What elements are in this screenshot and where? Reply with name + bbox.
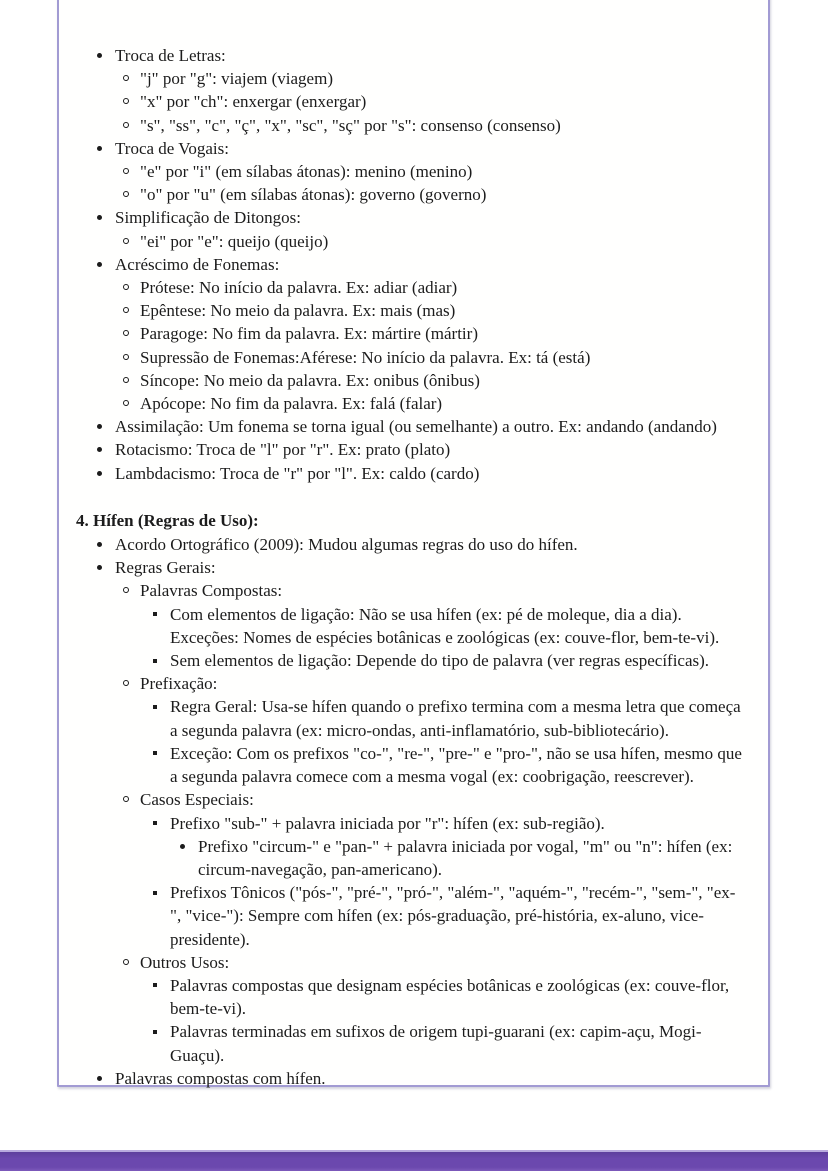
list-item-text: Apócope: No fim da palavra. Ex: falá (falar): [140, 394, 443, 414]
list-item-text: Assimilação: Um fonema se torna igual (ou semelhante) a outro. Ex: andando (andando): [115, 417, 717, 437]
list-item-text: Prefixo "circum-" e "pan-" + palavra iniciada por vogal, "m" ou "n": hífen (ex: circum-navegação, pan-americano).: [198, 836, 733, 879]
bullet-circle-icon: [123, 330, 129, 336]
list-item: [76, 951, 742, 974]
list-item: [76, 276, 742, 299]
bullet-disc-icon: [97, 542, 102, 547]
bullet-circle-icon: [123, 959, 129, 965]
list-item: [76, 206, 742, 229]
bullet-disc-icon: [97, 471, 102, 476]
bullet-disc-icon: [97, 262, 102, 267]
bullet-circle-icon: [123, 168, 129, 174]
list-item-text: Paragoge: No fim da palavra. Ex: mártire (mártir): [140, 324, 478, 344]
list-item-text: Troca de Vogais:: [115, 138, 229, 158]
notes-card: [57, 0, 770, 1087]
list-item-text: Outros Usos:: [140, 952, 230, 972]
footer-accent-bar: [0, 1150, 828, 1171]
list-item: [76, 322, 742, 345]
bullet-disc-icon: [97, 1076, 102, 1081]
list-item: [76, 881, 742, 951]
list-item-text: "x" por "ch": enxergar (enxergar): [140, 92, 367, 112]
list-item-text: Palavras terminadas em sufixos de origem tupi-guarani (ex: capim-açu, Mogi-Guaçu).: [170, 1022, 702, 1065]
bullet-disc-icon: [97, 565, 102, 570]
list-item: [76, 90, 742, 113]
list-item: [76, 835, 742, 881]
list-item: [76, 67, 742, 90]
list-item-text: Palavras compostas com hífen.: [115, 1068, 326, 1088]
document-content: [76, 44, 742, 1090]
list-item-text: "s", "ss", "c", "ç", "x", "sc", "sç" por "s": consenso (consenso): [140, 115, 561, 135]
list-item-text: Palavras compostas que designam espécies botânicas e zoológicas (ex: couve-flor, bem-te-vi).: [170, 975, 730, 1019]
list-item-text: Sem elementos de ligação: Depende do tipo de palavra (ver regras específicas).: [170, 651, 710, 671]
bullet-disc-icon: [97, 53, 102, 58]
list-item: [76, 44, 742, 67]
list-item-text: Acordo Ortográfico (2009): Mudou algumas regras do uso do hífen.: [115, 535, 578, 555]
list-item-text: Supressão de Fonemas:Aférese: No início da palavra. Ex: tá (está): [140, 347, 591, 367]
bullet-disc-icon: [97, 215, 102, 220]
bullet-square-icon: [153, 659, 157, 663]
list-item: [76, 369, 742, 392]
bullet-disc-icon: [180, 844, 185, 849]
bullet-square-icon: [153, 1030, 157, 1034]
list-item: [76, 1067, 742, 1090]
list-item: [76, 556, 742, 579]
list-item-text: Exceção: Com os prefixos "co-", "re-", "pre-" e "pro-", não se usa hífen, mesmo que a segunda palavra comece com a mesma vogal (ex: coobrigação, reescrever).: [170, 743, 742, 787]
bullet-circle-icon: [123, 238, 129, 244]
list-item: [76, 462, 742, 485]
bullet-circle-icon: [123, 284, 129, 290]
list-item: [76, 230, 742, 253]
bullet-circle-icon: [123, 122, 129, 128]
list-item: [76, 299, 742, 322]
bullet-circle-icon: [123, 400, 129, 406]
list-item: [76, 160, 742, 183]
bullet-circle-icon: [123, 377, 129, 383]
list-item: [76, 649, 742, 672]
section-heading: 4. Hífen (Regras de Uso):: [76, 510, 259, 530]
list-item-text: Prótese: No início da palavra. Ex: adiar (adiar): [140, 278, 458, 298]
bullet-circle-icon: [123, 98, 129, 104]
bullet-disc-icon: [97, 146, 102, 151]
list-item: [76, 183, 742, 206]
list-item: [76, 253, 742, 276]
bullet-square-icon: [153, 751, 157, 755]
bullet-disc-icon: [97, 424, 102, 429]
list-item-text: Prefixação:: [140, 674, 218, 694]
list-item-text: Palavras Compostas:: [140, 581, 283, 601]
list-item-text: Prefixos Tônicos ("pós-", "pré-", "pró-", "além-", "aquém-", "recém-", "sem-", "ex-", "vice-"): Sempre com hífen (ex: pós-graduação, pré-história, ex-aluno, vice-presidente).: [170, 883, 736, 949]
bullet-square-icon: [153, 891, 157, 895]
list-item: [76, 788, 742, 811]
list-item: [76, 695, 742, 741]
list-item-text: Prefixo "sub-" + palavra iniciada por "r": hífen (ex: sub-região).: [170, 813, 605, 833]
list-item: [76, 579, 742, 602]
list-item: [76, 533, 742, 556]
list-item: [76, 438, 742, 461]
bullet-disc-icon: [97, 447, 102, 452]
bullet-circle-icon: [123, 354, 129, 360]
list-item-text: Acréscimo de Fonemas:: [115, 254, 280, 274]
list-item: [76, 603, 742, 649]
bullet-square-icon: [153, 612, 157, 616]
list-item-text: "j" por "g": viajem (viagem): [140, 69, 333, 89]
list-item: [76, 672, 742, 695]
bullet-square-icon: [153, 705, 157, 709]
list-item: [76, 346, 742, 369]
list-item-text: "o" por "u" (em sílabas átonas): governo (governo): [140, 185, 487, 205]
list-item-text: Regras Gerais:: [115, 558, 216, 578]
list-item: [76, 137, 742, 160]
list-item: [76, 742, 742, 788]
list-item-text: Lambdacismo: Troca de "r" por "l". Ex: caldo (cardo): [115, 463, 480, 483]
list-item: [76, 114, 742, 137]
list-item: [76, 1020, 742, 1066]
bullet-circle-icon: [123, 191, 129, 197]
list-item-text: Troca de Letras:: [115, 46, 226, 65]
list-item-text: Regra Geral: Usa-se hífen quando o prefixo termina com a mesma letra que começa a segunda palavra (ex: micro-ondas, anti-inflamatório, sub-bibliotecário).: [170, 697, 741, 740]
bullet-square-icon: [153, 983, 157, 987]
bullet-circle-icon: [123, 75, 129, 81]
list-item-text: Casos Especiais:: [140, 790, 254, 810]
list-item-text: Síncope: No meio da palavra. Ex: onibus (ônibus): [140, 370, 480, 390]
list-item: [76, 392, 742, 415]
list-item: [76, 974, 742, 1020]
list-item: [76, 415, 742, 438]
bullet-circle-icon: [123, 796, 129, 802]
bullet-square-icon: [153, 821, 157, 825]
bullet-circle-icon: [123, 587, 129, 593]
list-item-text: Rotacismo: Troca de "l" por "r". Ex: prato (plato): [115, 440, 451, 460]
list-item-text: "e" por "i" (em sílabas átonas): menino (menino): [140, 162, 473, 182]
list-item-text: Epêntese: No meio da palavra. Ex: mais (mas): [140, 301, 456, 321]
list-item-text: Simplificação de Ditongos:: [115, 208, 302, 228]
list-item: [76, 812, 742, 835]
list-item-text: Com elementos de ligação: Não se usa hífen (ex: pé de moleque, dia a dia). Exceções: Nomes de espécies botânicas e zoológicas (ex: couve-flor, bem-te-vi).: [170, 604, 720, 647]
bullet-circle-icon: [123, 307, 129, 313]
list-item-text: "ei" por "e": queijo (queijo): [140, 231, 329, 251]
bullet-circle-icon: [123, 680, 129, 686]
